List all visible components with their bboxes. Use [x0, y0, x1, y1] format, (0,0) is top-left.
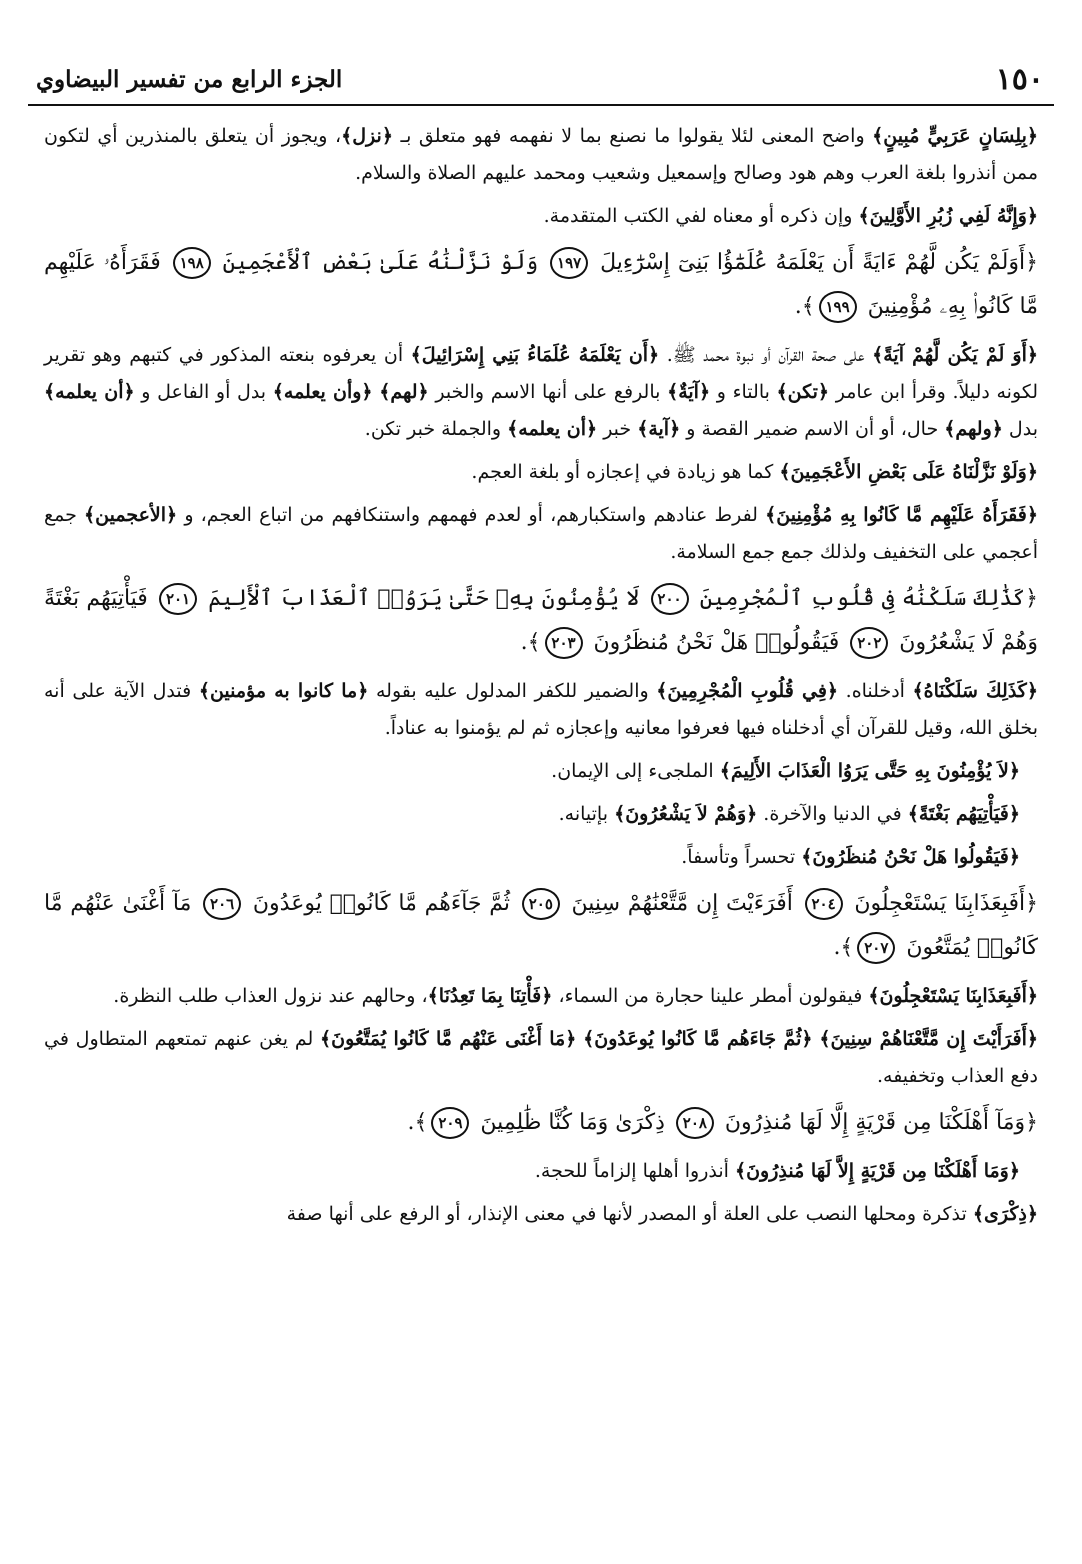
commentary-text: فَقَرَأَهُۥ عَلَيْهِم مَّا كَانُوا۟ بِهِۦ مُؤْمِنِينَ [44, 250, 1038, 319]
commentary-text: ﴾. [407, 1110, 428, 1135]
commentary-paragraph [44, 1196, 1038, 1233]
quoted-verse-text: ﴿فَيَقُولُوا هَلْ نَحْنُ مُنظَرُونَ﴾ [801, 846, 1020, 868]
quoted-verse-text: ﴿أَفَبِعَذَابِنَا يَسْتَعْجِلُونَ﴾ [868, 985, 1038, 1007]
commentary-text: ﴾. [833, 935, 854, 960]
quoted-verse-text: ﴿نزل﴾ [341, 125, 393, 147]
commentary-text: ﴾. [520, 630, 541, 655]
verse-number-marker: ٢٠٧ [857, 932, 895, 964]
verse-number-marker: ٢٠١ [159, 583, 197, 615]
page-body [44, 118, 1038, 1239]
quoted-verse-text: ﴿فَقَرَأَهُ عَلَيْهِم مَّا كَانُوا بِهِ مُؤْمِنِينَ﴾ [765, 504, 1038, 526]
commentary-text: والجملة خبر تكن. [364, 418, 508, 440]
quoted-verse-text: ﴿لهم﴾ [379, 381, 429, 403]
quoted-verse-text: ﴿وَلَوْ نَزَّلْنَاهُ عَلَى بَعْضِ الأَعْجَمِينَ﴾ [779, 461, 1038, 483]
commentary-text: لَا يُؤْمِنُونَ بِهِۦ حَتَّىٰ يَرَوُا۟ ٱلْعَذَابَ ٱلْأَلِيمَ [201, 586, 647, 611]
commentary-text: أنذروا أهلها إلزاماً للحجة. [534, 1160, 735, 1182]
commentary-text: أَفَرَءَيْتَ إِن مَّتَّعْنَٰهُمْ سِنِينَ [563, 891, 801, 916]
quoted-verse-text: ﴿فَيَأْتِيَهُم بَغْتَةً﴾ [907, 803, 1020, 825]
commentary-text: بدل [1002, 418, 1038, 440]
quoted-verse-text: ﴿آيَةٌ﴾ [667, 381, 711, 403]
commentary-paragraph [44, 673, 1038, 747]
commentary-text: على صحة القرآن أو نبوة محمد ﷺ. [659, 344, 873, 366]
commentary-paragraph [44, 753, 1038, 790]
quoted-verse-text: ﴿فِي قُلُوبِ الْمُجْرِمِينَ﴾ [656, 680, 839, 702]
quoted-verse-text: ﴿الأعجمين﴾ [84, 504, 178, 526]
commentary-paragraph [44, 497, 1038, 571]
quoted-verse-text: ﴿أَفَرَأَيْتَ إِن مَّتَّعْنَاهُمْ سِنِينَ﴾ [819, 1028, 1039, 1050]
quoted-verse-text: ﴿كَذَلِكَ سَلَكْنَاهُ﴾ [912, 680, 1038, 702]
verse-number-marker: ٢٠٩ [431, 1107, 469, 1139]
commentary-paragraph [44, 198, 1038, 235]
verse-number-marker: ٢٠٠ [651, 583, 689, 615]
page-number: ١٥٠ [995, 62, 1044, 97]
commentary-text: فتدل الآية على أنه بخلق الله، وقيل للقرآن أي أدخلناه فيها فعرفوا معانيه وإعجازه ثم لم يؤمنوا به عناداً. [44, 680, 1038, 739]
commentary-text: فيقولون أمطر علينا حجارة من السماء، [552, 985, 869, 1007]
verse-number-marker: ٢٠٣ [545, 627, 583, 659]
quoted-verse-text: ﴿آية﴾ [637, 418, 681, 440]
commentary-text: بدل أو الفاعل و [134, 381, 273, 403]
verse-number-marker: ١٩٨ [173, 247, 211, 279]
running-title: الجزء الرابع من تفسير البيضاوي [36, 66, 343, 93]
commentary-paragraph [44, 839, 1038, 876]
verse-number-marker: ٢٠٨ [676, 1107, 714, 1139]
commentary-text: بالرفع على أنها الاسم والخبر [428, 381, 668, 403]
commentary-text: تحسراً وتأسفاً. [681, 846, 802, 868]
quoted-verse-text: ﴿ما كانوا به مؤمنين﴾ [198, 680, 369, 702]
quoted-verse-text: ﴿أن يعلمه﴾ [44, 381, 135, 403]
commentary-text: لم يغن عنهم تمتعهم المتطاول في دفع العذاب وتخفيفه. [44, 1028, 1038, 1087]
commentary-text: ﴿أَوَلَمْ يَكُن لَّهُمْ ءَايَةً أَن يَعْلَمَهُ عُلَمَٰٓؤُا بَنِىٓ إِسْرَٰٓءِيلَ [592, 250, 1038, 275]
quoted-verse-text: ﴿ذِكْرَى﴾ [972, 1203, 1038, 1225]
commentary-paragraph [44, 118, 1038, 192]
verse-number-marker: ٢٠٢ [850, 627, 888, 659]
commentary-text: فَيَقُولُوا۟ هَلْ نَحْنُ مُنظَرُونَ [586, 630, 847, 655]
commentary-text: مَآ أَغْنَىٰ عَنْهُم مَّا كَانُوا۟ يُمَتَّعُونَ [44, 891, 1038, 960]
commentary-text: بإتيانه. [558, 803, 615, 825]
commentary-paragraph [44, 1153, 1038, 1190]
quran-verse-block [44, 577, 1038, 665]
commentary-text: أدخلناه. [838, 680, 913, 702]
quoted-verse-text: ﴿وَإِنَّهُ لَفِي زُبُرِ الأَوَّلِينَ﴾ [858, 205, 1038, 227]
quran-verse-block [44, 882, 1038, 970]
commentary-text: الملجىء إلى الإيمان. [551, 760, 720, 782]
verse-number-marker: ١٩٧ [550, 247, 588, 279]
commentary-paragraph [44, 1021, 1038, 1095]
quoted-verse-text: ﴿لاَ يُؤْمِنُونَ بِهِ حَتَّى يَرَوُا الْعَذَابَ الأَلِيمَ﴾ [719, 760, 1020, 782]
quoted-verse-text: ﴿وَمَا أَهْلَكْنَا مِن قَرْيَةٍ إِلاَّ لَهَا مُنذِرُونَ﴾ [734, 1160, 1020, 1182]
quoted-verse-text: ﴿فَأْتِنَا بِمَا تَعِدُنَا﴾ [427, 985, 553, 1007]
commentary-text: ﴾. [794, 294, 815, 319]
commentary-text: ثُمَّ جَآءَهُم مَّا كَانُوا۟ يُوعَدُونَ [245, 891, 518, 916]
commentary-text: فَيَأْتِيَهُم بَغْتَةً وَهُمْ لَا يَشْعُرُونَ [44, 586, 1038, 655]
commentary-text: وإن ذكره أو معناه لفي الكتب المتقدمة. [543, 205, 859, 227]
commentary-text: تذكرة ومحلها النصب على العلة أو المصدر لأنها في معنى الإنذار، أو الرفع على أنها صفة [286, 1203, 973, 1225]
commentary-text: ذِكْرَىٰ وَمَا كُنَّا ظَٰلِمِينَ [473, 1110, 672, 1135]
commentary-paragraph [44, 796, 1038, 833]
quran-verse-block [44, 241, 1038, 329]
quoted-verse-text: ﴿تكن﴾ [776, 381, 830, 403]
quoted-verse-text: ﴿وأن يعلمه﴾ [272, 381, 373, 403]
quoted-verse-text: ﴿أَوَ لَمْ يَكُن لَّهُمْ آيَةً﴾ [872, 344, 1038, 366]
verse-number-marker: ١٩٩ [819, 291, 857, 323]
commentary-text: والضمير للكفر المدلول عليه بقوله [368, 680, 657, 702]
quoted-verse-text: ﴿أن يعلمه﴾ [507, 418, 598, 440]
page-header [28, 60, 1054, 106]
commentary-text: ﴿وَمَآ أَهْلَكْنَا مِن قَرْيَةٍ إِلَّا لَهَا مُنذِرُونَ [717, 1110, 1038, 1135]
quoted-verse-text: ﴿أَن يَعْلَمَهُ عُلَمَاءُ بَنِي إِسْرَائِيلَ﴾ [410, 344, 660, 366]
commentary-text: في الدنيا والآخرة. [757, 803, 908, 825]
commentary-text: ، وحالهم عند نزول العذاب طلب النظرة. [113, 985, 428, 1007]
header-rule [28, 104, 1054, 106]
quoted-verse-text: ﴿ولهم﴾ [944, 418, 1003, 440]
verse-number-marker: ٢٠٥ [522, 888, 560, 920]
quoted-verse-text: ﴿بِلِسَانٍ عَرَبِيٍّ مُبِينٍ﴾ [872, 125, 1039, 147]
commentary-text: جمع أعجمي على التخفيف ولذلك جمع جمع السلامة. [44, 504, 1038, 563]
quoted-verse-text: ﴿وَهُمْ لاَ يَشْعُرُونَ﴾ [614, 803, 758, 825]
commentary-paragraph [44, 454, 1038, 491]
commentary-text: ﴿أَفَبِعَذَابِنَا يَسْتَعْجِلُونَ [846, 891, 1038, 916]
commentary-text: حال، أو أن الاسم ضمير القصة و [680, 418, 945, 440]
commentary-paragraph [44, 337, 1038, 448]
commentary-text: بالتاء و [710, 381, 777, 403]
commentary-text: وَلَوْ نَزَّلْنَٰهُ عَلَىٰ بَعْضِ ٱلْأَعْجَمِينَ [214, 250, 547, 275]
quoted-verse-text: ﴿ثُمَّ جَاءَهُم مَّا كَانُوا يُوعَدُونَ﴾ [583, 1028, 813, 1050]
quran-verse-block [44, 1101, 1038, 1145]
commentary-text: خبر [597, 418, 638, 440]
quoted-verse-text: ﴿مَا أَغْنَى عَنْهُم مَّا كَانُوا يُمَتَّعُونَ﴾ [320, 1028, 577, 1050]
commentary-text: ﴿كَذَٰلِكَ سَلَكْنَٰهُ فِى قُلُوبِ ٱلْمُجْرِمِينَ [692, 586, 1039, 611]
verse-number-marker: ٢٠٤ [805, 888, 843, 920]
commentary-text: واضح المعنى لئلا يقولوا ما نصنع بما لا نفهمه فهو متعلق بـ [392, 125, 873, 147]
commentary-text: ، ويجوز أن يتعلق بالمنذرين أي لتكون ممن أنذروا بلغة العرب وهم هود وصالح وإسمعيل وشعيب ومحمد عليهم الصلاة والسلام. [44, 125, 1038, 184]
commentary-text: كما هو زيادة في إعجازه أو بلغة العجم. [471, 461, 780, 483]
commentary-paragraph [44, 978, 1038, 1015]
commentary-text: أن يعرفوه بنعته المذكور في كتبهم وهو تقرير لكونه دليلاً. وقرأ ابن عامر [44, 344, 1039, 403]
verse-number-marker: ٢٠٦ [203, 888, 241, 920]
commentary-text: لفرط عنادهم واستكبارهم، أو لعدم فهمهم واستنكافهم من اتباع العجم، و [177, 504, 766, 526]
